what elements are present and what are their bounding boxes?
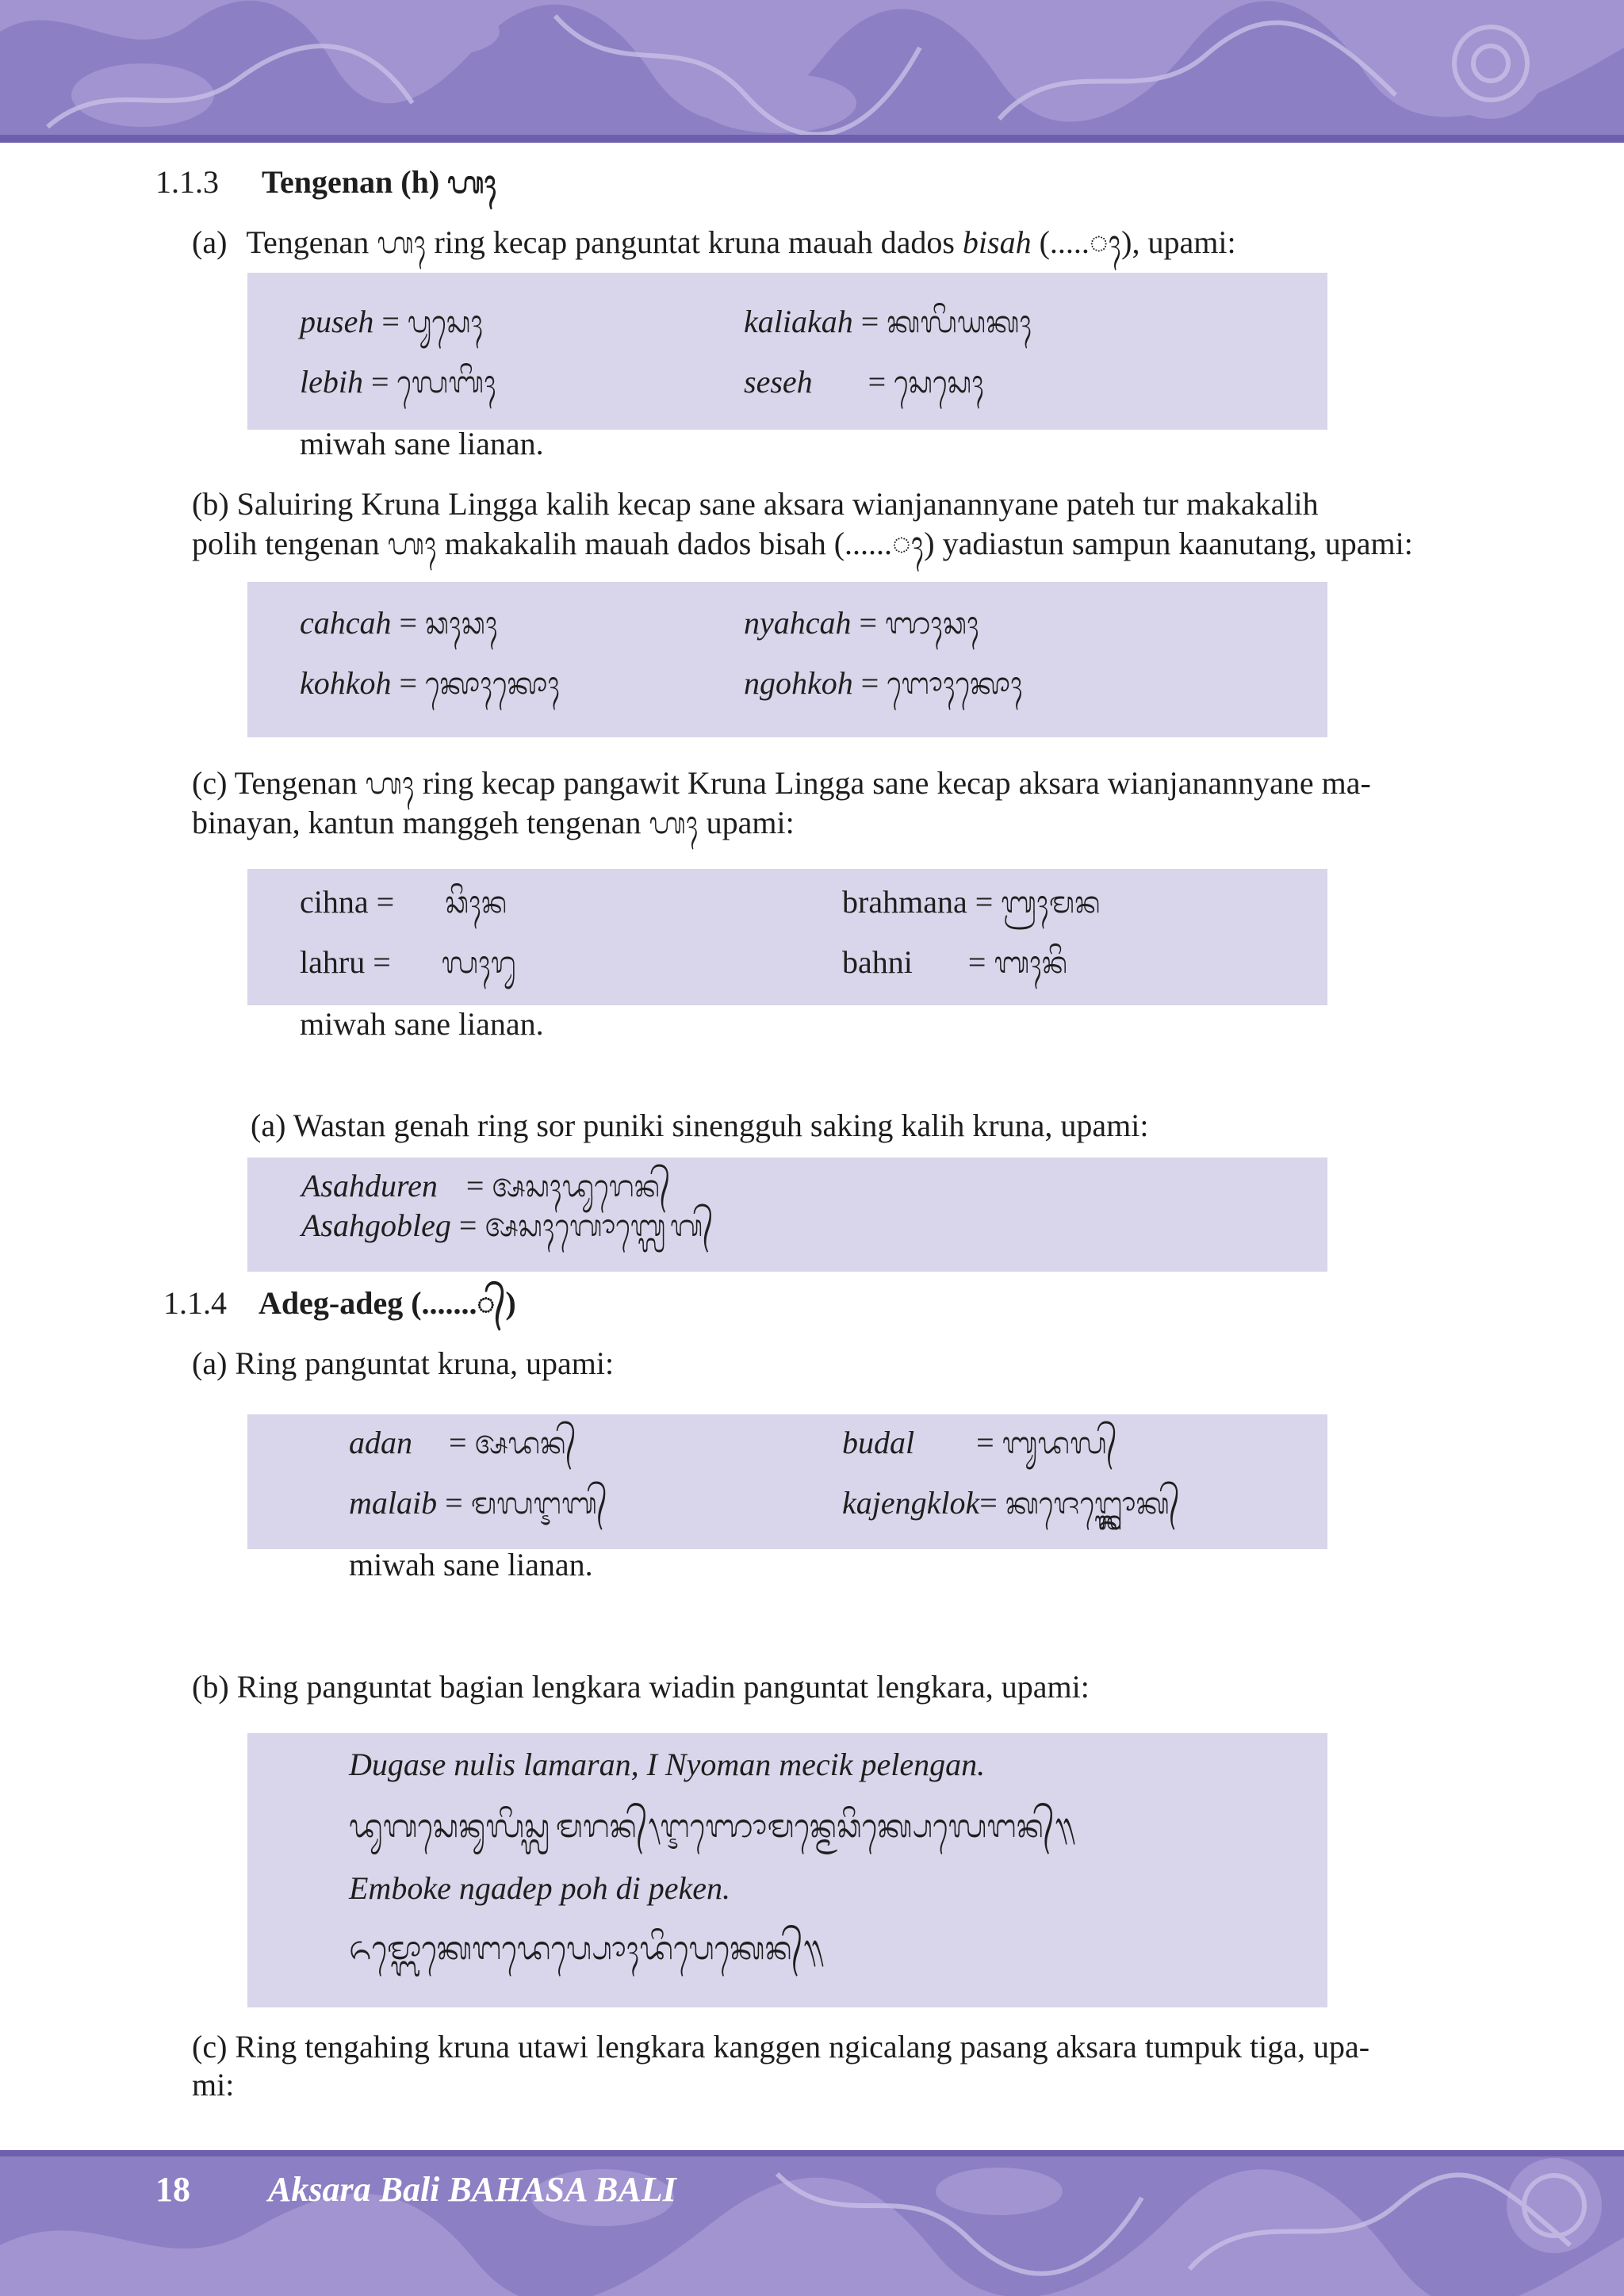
example-word: brahmana	[842, 884, 967, 920]
example-row	[744, 604, 979, 642]
example-row	[300, 943, 516, 982]
bali-script: ᬩ᭄ᬭᬄᬫᬦ	[1001, 885, 1101, 920]
equals-sign: =	[449, 1425, 467, 1460]
section-heading-114	[163, 1284, 516, 1322]
section-number: 1.1.3	[155, 164, 219, 200]
item-b-line2	[192, 525, 1413, 563]
bali-glyph: ᬳᬄ	[365, 766, 415, 801]
item-114b-text: (b) Ring panguntat bagian lengkara wiadin panguntat lengkara, upami:	[192, 1669, 1090, 1705]
example-word: malaib	[349, 1485, 438, 1521]
after-note: miwah sane lianan.	[300, 1006, 544, 1042]
equals-sign: =	[445, 1485, 463, 1521]
example-row	[300, 303, 483, 341]
item-b-line1: (b) Saluiring Kruna Lingga kalih kecap sane aksara wianjanannyane pateh tur makakalih	[192, 486, 1319, 522]
after-note: miwah sane lianan.	[349, 1547, 593, 1582]
bali-script: ᬮᬾᬩᬶᬄ	[396, 365, 496, 400]
item-114a-text: (a) Ring panguntat kruna, upami:	[192, 1345, 615, 1381]
bali-script: ᬅᬲᬄᬤᬸᬭᬾᬦ᭄	[492, 1169, 671, 1203]
bali-script: ᬫᬮᬇᬩ᭄	[470, 1486, 608, 1521]
bali-script: ᬓᭀᬄᬓᭀᬄ	[425, 666, 561, 701]
item-label: (a)	[192, 224, 228, 260]
example-row	[744, 363, 984, 401]
example-word: nyahcah	[744, 605, 852, 641]
item-d-text: (a) Wastan genah ring sor puniki sinengguh saking kalih kruna, upami:	[251, 1108, 1149, 1143]
header-ornament-band	[0, 0, 1624, 143]
bali-glyph: ᭄	[477, 1286, 506, 1321]
example-word: Asahduren	[301, 1168, 438, 1203]
text-fragment: upami:	[706, 805, 795, 840]
bali-script: ᬅᬤᬦ᭄	[474, 1425, 576, 1460]
item-114c-line1: (c) Ring tengahing kruna utawi lengkara kanggen ngicalang pasang aksara tumpuk tiga, upa-	[192, 2029, 1370, 2064]
bali-script: ᬘᬶᬄᬦ	[445, 885, 508, 920]
bali-script: ᬲᬾᬲᬾᬄ	[894, 365, 984, 400]
equals-sign: =	[860, 304, 879, 339]
example-row	[300, 363, 496, 401]
example-word: cahcah	[300, 605, 392, 641]
item-a-text	[192, 224, 1236, 262]
example-word: kohkoh	[300, 665, 392, 701]
example-row	[842, 883, 1101, 921]
floral-pattern	[0, 0, 1624, 143]
example-word: bahni	[842, 944, 913, 980]
equals-sign: =	[399, 665, 418, 701]
equals-sign: =	[465, 1168, 485, 1203]
text-fragment: (c) Tengenan	[192, 765, 358, 801]
text-fragment: makakalih mauah dados bisah (......ᬄ) yadiastun sampun kaanutang, upami:	[444, 526, 1413, 561]
example-row	[301, 1207, 714, 1245]
bali-script: ᬗᭀᬄᬓᭀᬄ	[887, 666, 1023, 701]
example-sentence-latin: Emboke ngadep poh di peken.	[349, 1870, 730, 1906]
example-row	[300, 883, 507, 921]
text-fragment: ring kecap panguntat kruna mauah dados	[434, 224, 955, 260]
text-fragment: ring kecap pangawit Kruna Lingga sane kecap aksara wianjanannyane ma-	[422, 765, 1371, 801]
item-c-line2	[192, 804, 795, 842]
floral-pattern	[0, 2150, 1624, 2296]
bali-script: ᬘᬄᬘᬄ	[425, 606, 498, 641]
example-sentence-latin: Dugase nulis lamaran, I Nyoman mecik pelengan.	[349, 1747, 986, 1782]
example-row	[300, 604, 498, 642]
example-row	[744, 303, 1032, 341]
bali-script: ᬓᬮᬶᬬᬓᬄ	[887, 304, 1032, 339]
example-row	[842, 1484, 1180, 1522]
bali-script: ᬩᬸᬤᬮ᭄	[1002, 1425, 1117, 1460]
example-word: adan	[349, 1425, 412, 1460]
equals-sign: =	[859, 605, 878, 641]
example-sentence-bali: ᬏᬫ᭄ᬩᭀᬓᬾᬗᬤᬾᬧ᭄ᬧᭀᬄᬤᬶᬧᬾᬓᬾᬦ᭄᭟	[349, 1931, 824, 1967]
equals-sign: =	[381, 304, 400, 339]
example-word: ngohkoh	[744, 665, 853, 701]
footer-ornament-band	[0, 2150, 1624, 2296]
example-row	[744, 664, 1023, 702]
example-word: Asahgobleg	[301, 1207, 451, 1243]
example-word: lahru =	[300, 944, 391, 980]
text-fragment: polih tengenan	[192, 526, 380, 561]
item-114c-line2: mi:	[192, 2067, 235, 2103]
example-row	[842, 943, 1067, 982]
term-italic: bisah	[962, 224, 1032, 260]
example-word: lebih	[300, 364, 363, 400]
example-word: seseh	[744, 364, 813, 400]
example-box-a	[247, 273, 1327, 430]
equals-sign: =	[399, 605, 418, 641]
section-heading-113	[155, 163, 496, 201]
equals-sign: =	[868, 364, 887, 400]
text-fragment: (.....ᬄ), upami:	[1039, 224, 1236, 260]
example-word: budal	[842, 1425, 915, 1460]
example-row	[842, 1424, 1117, 1462]
equals-sign: =	[967, 944, 986, 980]
bali-glyph: ᬳᬄ	[377, 225, 427, 260]
text-fragment: Tengenan	[246, 224, 370, 260]
text-fragment: )	[505, 1285, 516, 1321]
section-title: Adeg-adeg (.......	[259, 1285, 477, 1321]
example-row	[301, 1167, 671, 1205]
example-word: kajengklok	[842, 1485, 980, 1521]
bali-glyph: ᬳᬄ	[649, 806, 699, 840]
example-row	[349, 1484, 607, 1522]
bali-script: ᬮᬄᬭᬸ	[441, 945, 516, 980]
equals-sign: =	[860, 665, 879, 701]
example-word: puseh	[300, 304, 374, 339]
example-word: kaliakah	[744, 304, 853, 339]
bali-script: ᬜᬄᬘᬄ	[885, 606, 979, 641]
equals-sign: =	[458, 1207, 477, 1243]
example-row	[349, 1424, 576, 1462]
bali-glyph: ᬳᬄ	[447, 165, 497, 200]
section-title: Tengenan (h)	[262, 164, 440, 200]
section-number: 1.1.4	[163, 1285, 227, 1321]
bali-script: ᬓᬚᬾᬗ᭄ᬓ᭄ᬮᭀᬓ᭄	[1005, 1486, 1181, 1521]
example-sentence-bali: ᬤᬸᬕᬲᬾᬦᬸᬮᬶᬲ᭄ᬮᬫᬭᬦ᭄᭞ᬇᬜᭀᬫᬦ᭄ᬫᬾᬘᬶᬓ᭄ᬧᬾᬮᬾᬗᬦ᭄᭟	[349, 1808, 1075, 1845]
text-fragment: binayan, kantun manggeh tengenan	[192, 805, 642, 840]
bali-script: ᬩᬄᬦᬶ	[994, 945, 1068, 980]
bali-glyph: ᬳᬄ	[387, 526, 437, 561]
equals-sign: =	[976, 1425, 994, 1460]
page-number: 18	[155, 2170, 190, 2209]
after-note: miwah sane lianan.	[300, 426, 544, 461]
bali-script: ᬅᬲᬄᬕᭀᬩ᭄ᬮᬾᬕ᭄	[485, 1208, 714, 1243]
example-word: cihna =	[300, 884, 395, 920]
bali-script: ᬧᬸᬲᬾᬄ	[407, 304, 484, 339]
example-row	[300, 664, 560, 702]
equals-sign: =	[975, 884, 994, 920]
equals-sign: =	[979, 1485, 998, 1521]
equals-sign: =	[370, 364, 389, 400]
book-title: Aksara Bali BAHASA BALI	[268, 2170, 676, 2209]
item-c-line1	[192, 764, 1371, 802]
